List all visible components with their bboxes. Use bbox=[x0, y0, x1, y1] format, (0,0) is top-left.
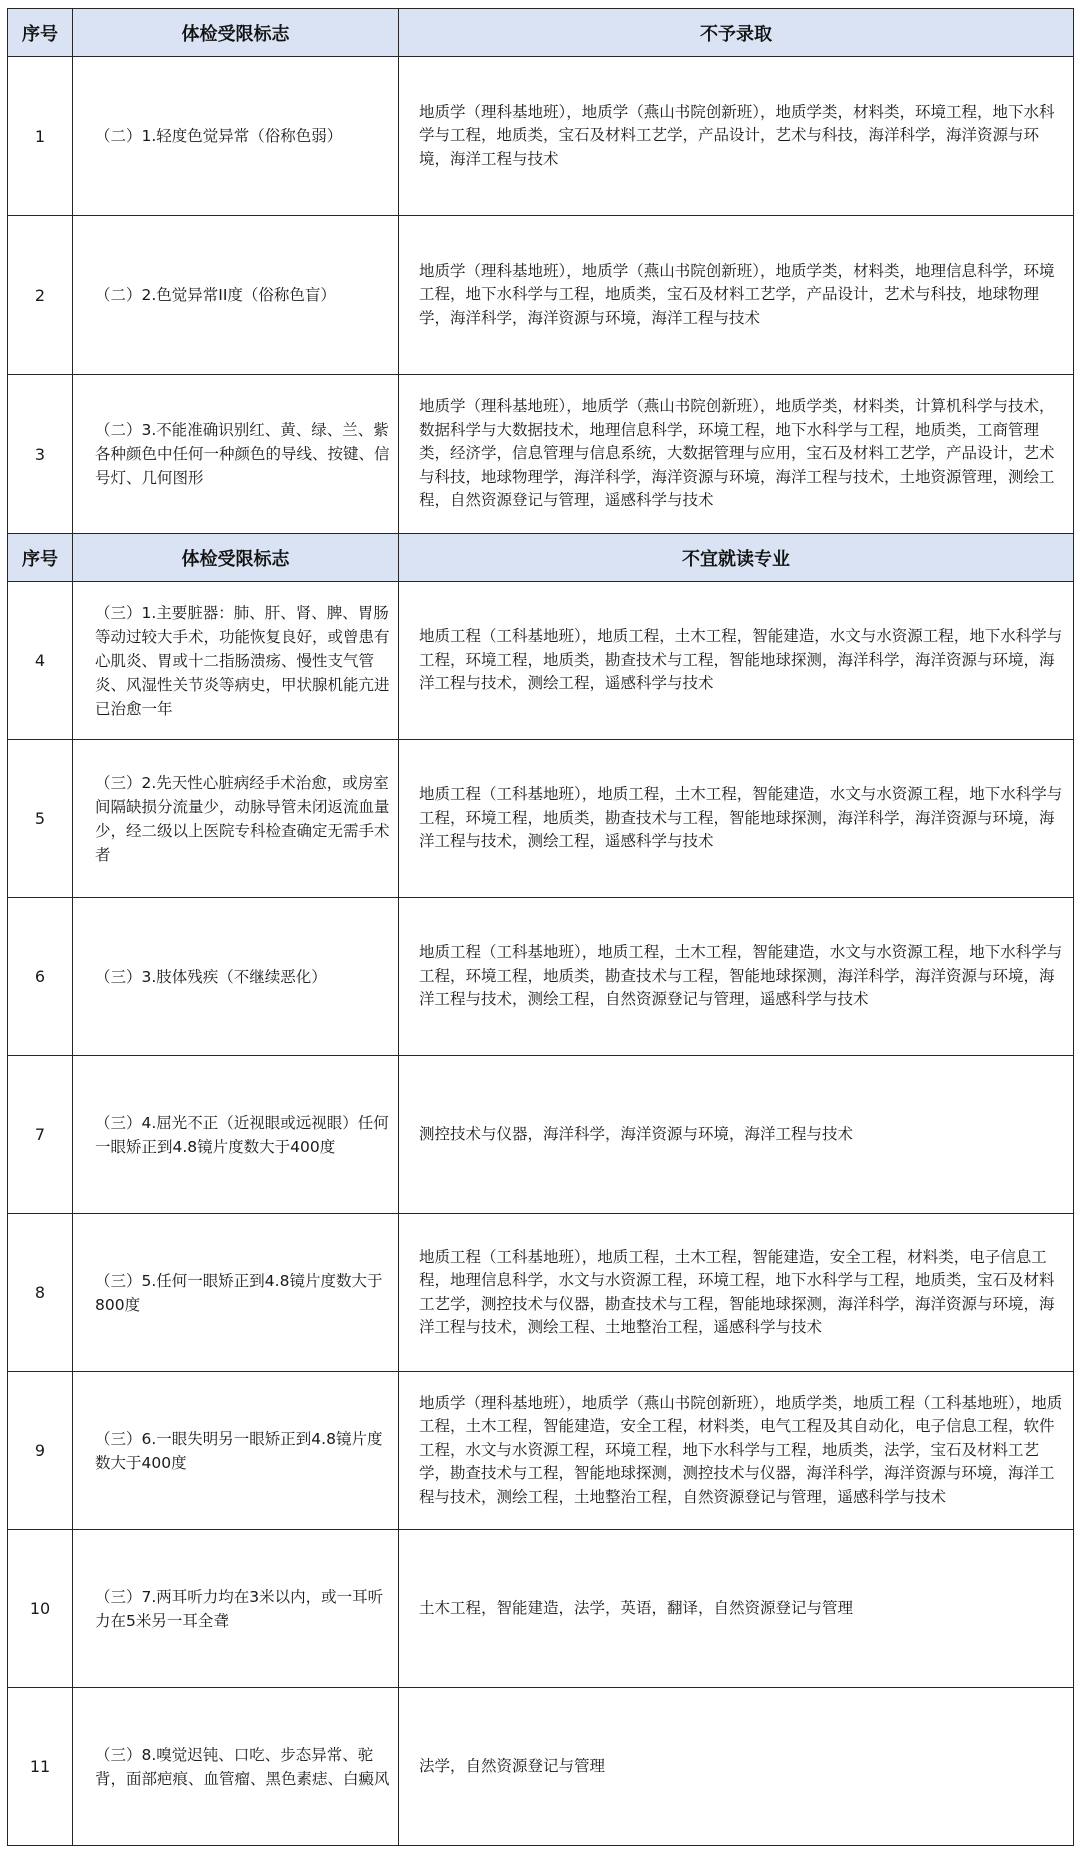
row-majors: 地质学（理科基地班），地质学（燕山书院创新班），地质学类，地质工程（工科基地班），地质工程，土木工程，智能建造，安全工程，材料类，电气工程及其自动化，电子信息工程，软件工程，水文与水资源工程，环境工程，地下水科学与工程，地质类，法学，宝石及材料工艺学，勘查技术与工程，智能地球探测，测控技术与仪器，海洋科学，海洋资源与环境，海洋工程与技术，测绘工程，土地整治工程，自然资源登记与管理，遥感科学与技术 bbox=[399, 1372, 1074, 1530]
header-condition: 体检受限标志 bbox=[73, 9, 399, 57]
row-condition: （三）7.两耳听力均在3米以内，或一耳听力在5米另一耳全聋 bbox=[73, 1530, 399, 1688]
row-condition: （三）6.一眼失明另一眼矫正到4.8镜片度数大于400度 bbox=[73, 1372, 399, 1530]
row-number: 2 bbox=[8, 216, 73, 375]
table-row bbox=[8, 1530, 1074, 1688]
table-row bbox=[8, 1056, 1074, 1214]
row-majors: 测控技术与仪器，海洋科学，海洋资源与环境，海洋工程与技术 bbox=[399, 1056, 1074, 1214]
row-number: 11 bbox=[8, 1688, 73, 1846]
header-unsuitable-majors: 不宜就读专业 bbox=[399, 534, 1074, 582]
row-number: 5 bbox=[8, 740, 73, 898]
row-condition: （三）2.先天性心脏病经手术治愈，或房室间隔缺损分流量少，动脉导管未闭返流血量少，经二级以上医院专科检查确定无需手术者 bbox=[73, 740, 399, 898]
header-number: 序号 bbox=[8, 9, 73, 57]
table-row bbox=[8, 740, 1074, 898]
table-header-row-admission bbox=[8, 9, 1074, 57]
row-condition: （二）2.色觉异常II度（俗称色盲） bbox=[73, 216, 399, 375]
table-row bbox=[8, 1372, 1074, 1530]
row-number: 6 bbox=[8, 898, 73, 1056]
row-number: 7 bbox=[8, 1056, 73, 1214]
header-number: 序号 bbox=[8, 534, 73, 582]
row-majors: 地质学（理科基地班），地质学（燕山书院创新班），地质学类，材料类，计算机科学与技术，数据科学与大数据技术，地理信息科学，环境工程，地下水科学与工程，地质类，工商管理类，经济学，信息管理与信息系统，大数据管理与应用，宝石及材料工艺学，产品设计，艺术与科技，地球物理学，海洋科学，海洋资源与环境，海洋工程与技术，土地资源管理，测绘工程，自然资源登记与管理，遥感科学与技术 bbox=[399, 375, 1074, 534]
row-condition: （二）1.轻度色觉异常（俗称色弱） bbox=[73, 57, 399, 216]
restriction-table bbox=[7, 8, 1074, 1846]
table-row bbox=[8, 1688, 1074, 1846]
row-majors: 地质学（理科基地班），地质学（燕山书院创新班），地质学类，材料类，地理信息科学，环境工程，地下水科学与工程，地质类，宝石及材料工艺学，产品设计，艺术与科技，地球物理学，海洋科学，海洋资源与环境，海洋工程与技术 bbox=[399, 216, 1074, 375]
row-number: 3 bbox=[8, 375, 73, 534]
row-condition: （二）3.不能准确识别红、黄、绿、兰、紫各种颜色中任何一种颜色的导线、按键、信号灯、几何图形 bbox=[73, 375, 399, 534]
row-number: 1 bbox=[8, 57, 73, 216]
row-majors: 地质工程（工科基地班），地质工程，土木工程，智能建造，水文与水资源工程，地下水科学与工程，环境工程，地质类，勘查技术与工程，智能地球探测，海洋科学，海洋资源与环境，海洋工程与技术，测绘工程，自然资源登记与管理，遥感科学与技术 bbox=[399, 898, 1074, 1056]
row-condition: （三）3.肢体残疾（不继续恶化） bbox=[73, 898, 399, 1056]
row-condition: （三）5.任何一眼矫正到4.8镜片度数大于800度 bbox=[73, 1214, 399, 1372]
table-row bbox=[8, 57, 1074, 216]
table-header-row-unsuitable bbox=[8, 534, 1074, 582]
header-not-admitted: 不予录取 bbox=[399, 9, 1074, 57]
row-number: 4 bbox=[8, 582, 73, 740]
row-majors: 土木工程，智能建造，法学，英语，翻译，自然资源登记与管理 bbox=[399, 1530, 1074, 1688]
table-row bbox=[8, 216, 1074, 375]
row-condition: （三）8.嗅觉迟钝、口吃、步态异常、驼背，面部疤痕、血管瘤、黑色素痣、白癜风 bbox=[73, 1688, 399, 1846]
row-majors: 地质工程（工科基地班），地质工程，土木工程，智能建造，水文与水资源工程，地下水科学与工程，环境工程，地质类，勘查技术与工程，智能地球探测，海洋科学，海洋资源与环境，海洋工程与技术，测绘工程，遥感科学与技术 bbox=[399, 582, 1074, 740]
row-majors: 法学，自然资源登记与管理 bbox=[399, 1688, 1074, 1846]
row-number: 8 bbox=[8, 1214, 73, 1372]
table-row bbox=[8, 1214, 1074, 1372]
table-row bbox=[8, 375, 1074, 534]
row-majors: 地质工程（工科基地班），地质工程，土木工程，智能建造，安全工程，材料类，电子信息工程，地理信息科学，水文与水资源工程，环境工程，地下水科学与工程，地质类，宝石及材料工艺学，测控技术与仪器，勘查技术与工程，智能地球探测，海洋科学，海洋资源与环境，海洋工程与技术，测绘工程、土地整治工程，遥感科学与技术 bbox=[399, 1214, 1074, 1372]
header-condition: 体检受限标志 bbox=[73, 534, 399, 582]
row-majors: 地质学（理科基地班），地质学（燕山书院创新班），地质学类，材料类，环境工程，地下水科学与工程，地质类，宝石及材料工艺学，产品设计，艺术与科技，海洋科学，海洋资源与环境，海洋工程与技术 bbox=[399, 57, 1074, 216]
table-row bbox=[8, 582, 1074, 740]
row-majors: 地质工程（工科基地班），地质工程，土木工程，智能建造，水文与水资源工程，地下水科学与工程，环境工程，地质类，勘查技术与工程，智能地球探测，海洋科学，海洋资源与环境，海洋工程与技术，测绘工程，遥感科学与技术 bbox=[399, 740, 1074, 898]
restriction-table-sheet bbox=[7, 8, 1073, 1858]
row-number: 10 bbox=[8, 1530, 73, 1688]
row-condition: （三）4.屈光不正（近视眼或远视眼）任何一眼矫正到4.8镜片度数大于400度 bbox=[73, 1056, 399, 1214]
table-row bbox=[8, 898, 1074, 1056]
row-number: 9 bbox=[8, 1372, 73, 1530]
row-condition: （三）1.主要脏器：肺、肝、肾、脾、胃肠等动过较大手术，功能恢复良好，或曾患有心肌炎、胃或十二指肠溃疡、慢性支气管炎、风湿性关节炎等病史，甲状腺机能亢进已治愈一年 bbox=[73, 582, 399, 740]
